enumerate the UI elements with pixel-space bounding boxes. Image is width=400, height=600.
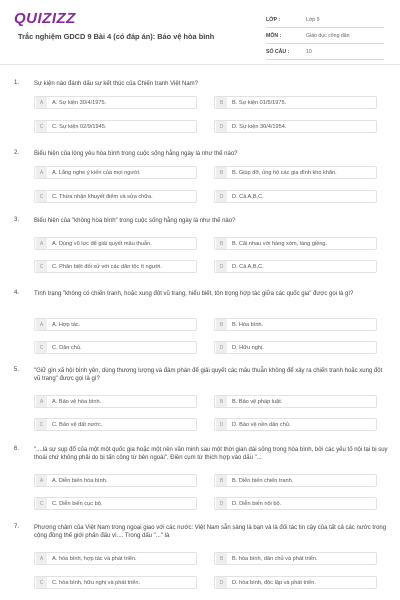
question-number: 6. (14, 446, 20, 452)
option-d[interactable] (214, 190, 377, 203)
question-number: 7. (14, 524, 20, 530)
question-number: 1. (14, 80, 20, 86)
option-letter: C (36, 419, 47, 430)
option-letter: A (36, 319, 47, 330)
option-letter: C (36, 577, 47, 588)
option-letter: D (216, 342, 227, 353)
option-letter: D (216, 261, 227, 272)
meta-label: LỚP : (266, 16, 281, 23)
option-text: D. Cả A,B,C. (232, 193, 264, 200)
option-letter: D (216, 191, 227, 202)
option-b[interactable] (214, 96, 377, 109)
option-d[interactable] (214, 576, 377, 589)
option-letter: C (36, 498, 47, 509)
option-d[interactable] (214, 418, 377, 431)
question-number: 2. (14, 150, 20, 156)
option-d[interactable] (214, 260, 377, 273)
option-text: D. Diễn biến nội bộ. (232, 500, 282, 507)
option-text: D. Cả A,B,C. (232, 263, 264, 270)
option-text: B. hòa bình, dân chủ và phát triển. (232, 555, 318, 562)
option-c[interactable] (34, 576, 197, 589)
header-divider (0, 64, 400, 65)
option-text: A. Bảo vệ hòa bình. (52, 398, 102, 405)
meta-row-mon (266, 28, 384, 44)
option-b[interactable] (214, 318, 377, 331)
option-letter: A (36, 167, 47, 178)
quizizz-logo: QUIZIZZ (14, 10, 76, 27)
option-letter: C (36, 121, 47, 132)
option-d[interactable] (214, 497, 377, 510)
meta-value: Lớp 9 (306, 16, 320, 23)
option-text: B. Cãi nhau với hàng xóm, láng giềng. (232, 240, 328, 247)
meta-table (266, 12, 384, 60)
option-b[interactable] (214, 552, 377, 565)
question-number: 3. (14, 217, 20, 223)
page-header (0, 0, 400, 70)
option-letter: B (216, 97, 227, 108)
meta-value: 10 (306, 48, 312, 55)
option-text: C. Diễn biến cục bộ. (52, 500, 103, 507)
option-c[interactable] (34, 120, 197, 133)
option-text: C. Bảo vệ đất nước. (52, 421, 103, 428)
option-a[interactable] (34, 96, 197, 109)
option-letter: B (216, 238, 227, 249)
option-text: D. Bảo vệ nền dân chủ. (232, 421, 291, 428)
option-letter: A (36, 475, 47, 486)
meta-row-socau (266, 44, 384, 60)
option-letter: B (216, 319, 227, 330)
option-text: C. Thừa nhận khuyết điểm và sửa chữa. (52, 193, 153, 200)
option-text: C. hòa bình, hữu nghị và phát triển. (52, 579, 141, 586)
option-a[interactable] (34, 166, 197, 179)
question-text: Sự kiện nào đánh dấu sự kết thúc của Chiến tranh Việt Nam? (34, 81, 199, 87)
page-title: Trắc nghiệm GDCD 9 Bài 4 (có đáp án): Bảo vệ hòa bình (18, 32, 215, 41)
option-text: A. Diễn biến hòa bình. (52, 477, 108, 484)
option-c[interactable] (34, 260, 197, 273)
question-number: 4. (14, 290, 20, 296)
option-letter: A (36, 396, 47, 407)
option-letter: C (36, 191, 47, 202)
option-c[interactable] (34, 190, 197, 203)
option-a[interactable] (34, 395, 197, 408)
option-text: B. Bảo vệ pháp luật. (232, 398, 283, 405)
option-a[interactable] (34, 474, 197, 487)
option-letter: A (36, 97, 47, 108)
option-text: B. Hòa bình. (232, 321, 264, 328)
option-text: C. Dân chủ. (52, 344, 82, 351)
option-letter: B (216, 167, 227, 178)
meta-label: MÔN : (266, 32, 282, 39)
question-text: "....là sự sụp đổ của một một quốc gia hoặc một nền văn minh sau một thời gian dài sống trong hòa bình, bởi các yếu tố nội tại bị suy thoái chứ không phải do bị tấn công từ bên ngoài". Điền cụm từ thích hợp vào dấu "... (34, 447, 388, 461)
option-text: A. hòa bình, hợp tác và phát triển. (52, 555, 137, 562)
option-b[interactable] (214, 474, 377, 487)
question-number: 5. (14, 367, 20, 373)
question-text: "Giữ gìn xã hội bình yên, dùng thương lượng và đàm phán để giải quyết các mâu thuẫn không để xảy ra chiến tranh hoặc xung đột vũ trang" được gọi là gì? (34, 368, 383, 382)
option-letter: C (36, 342, 47, 353)
option-d[interactable] (214, 341, 377, 354)
option-text: C. Phân biệt đối xử với các dân tộc ít người. (52, 263, 162, 270)
option-c[interactable] (34, 418, 197, 431)
option-letter: D (216, 419, 227, 430)
option-text: B. Diễn biến chiến tranh. (232, 477, 294, 484)
question-text: Biểu hiện của lòng yêu hòa bình trong cuộc sống hằng ngày là như thế nào? (34, 151, 238, 157)
meta-label: SỐ CÂU : (266, 48, 290, 55)
option-letter: D (216, 121, 227, 132)
option-text: D. Hữu nghị. (232, 344, 264, 351)
meta-value: Giáo dục công dân (306, 32, 350, 39)
option-letter: D (216, 577, 227, 588)
option-d[interactable] (214, 120, 377, 133)
option-letter: A (36, 553, 47, 564)
option-a[interactable] (34, 318, 197, 331)
meta-row-lop (266, 12, 384, 28)
option-text: C. Sự kiện 02/9/1945. (52, 123, 107, 130)
option-text: D. hòa bình, độc lập và phát triển. (232, 579, 316, 586)
option-text: B. Giúp đỡ, ủng hộ các gia đình khó khăn. (232, 169, 337, 176)
option-text: A. Hợp tác. (52, 321, 81, 328)
option-letter: D (216, 498, 227, 509)
option-a[interactable] (34, 237, 197, 250)
option-text: D. Sự kiện 30/4/1954. (232, 123, 287, 130)
option-c[interactable] (34, 497, 197, 510)
option-c[interactable] (34, 341, 197, 354)
option-b[interactable] (214, 395, 377, 408)
option-letter: B (216, 475, 227, 486)
option-b[interactable] (214, 237, 377, 250)
question-text: Biểu hiện của "không hòa bình" trong cuộc sống hằng ngày là như thế nào? (34, 218, 236, 224)
option-letter: C (36, 261, 47, 272)
question-text: Tình trạng "không có chiến tranh, hoặc xung đột vũ trang, hiểu biết, tôn trọng hợp tác giữa các quốc gia" được gọi là gì? (34, 291, 354, 297)
option-text: A. Lắng nghe ý kiến của mọi người. (52, 169, 141, 176)
question-text: Phương châm của Việt Nam trong ngoại giao với các nước: Việt Nam sẵn sàng là bạn và là đối tác tin cậy của tất cả các nước trong cộng đồng thế giới phấn đấu vì.... Trong dấu "..." là (34, 525, 387, 539)
option-b[interactable] (214, 166, 377, 179)
option-letter: B (216, 396, 227, 407)
option-text: A. Sự kiện 30/4/1975. (52, 99, 107, 106)
option-text: A. Dùng vũ lực để giải quyết mâu thuẫn. (52, 240, 152, 247)
option-letter: B (216, 553, 227, 564)
option-text: B. Sự kiện 01/5/1975. (232, 99, 287, 106)
option-letter: A (36, 238, 47, 249)
option-a[interactable] (34, 552, 197, 565)
